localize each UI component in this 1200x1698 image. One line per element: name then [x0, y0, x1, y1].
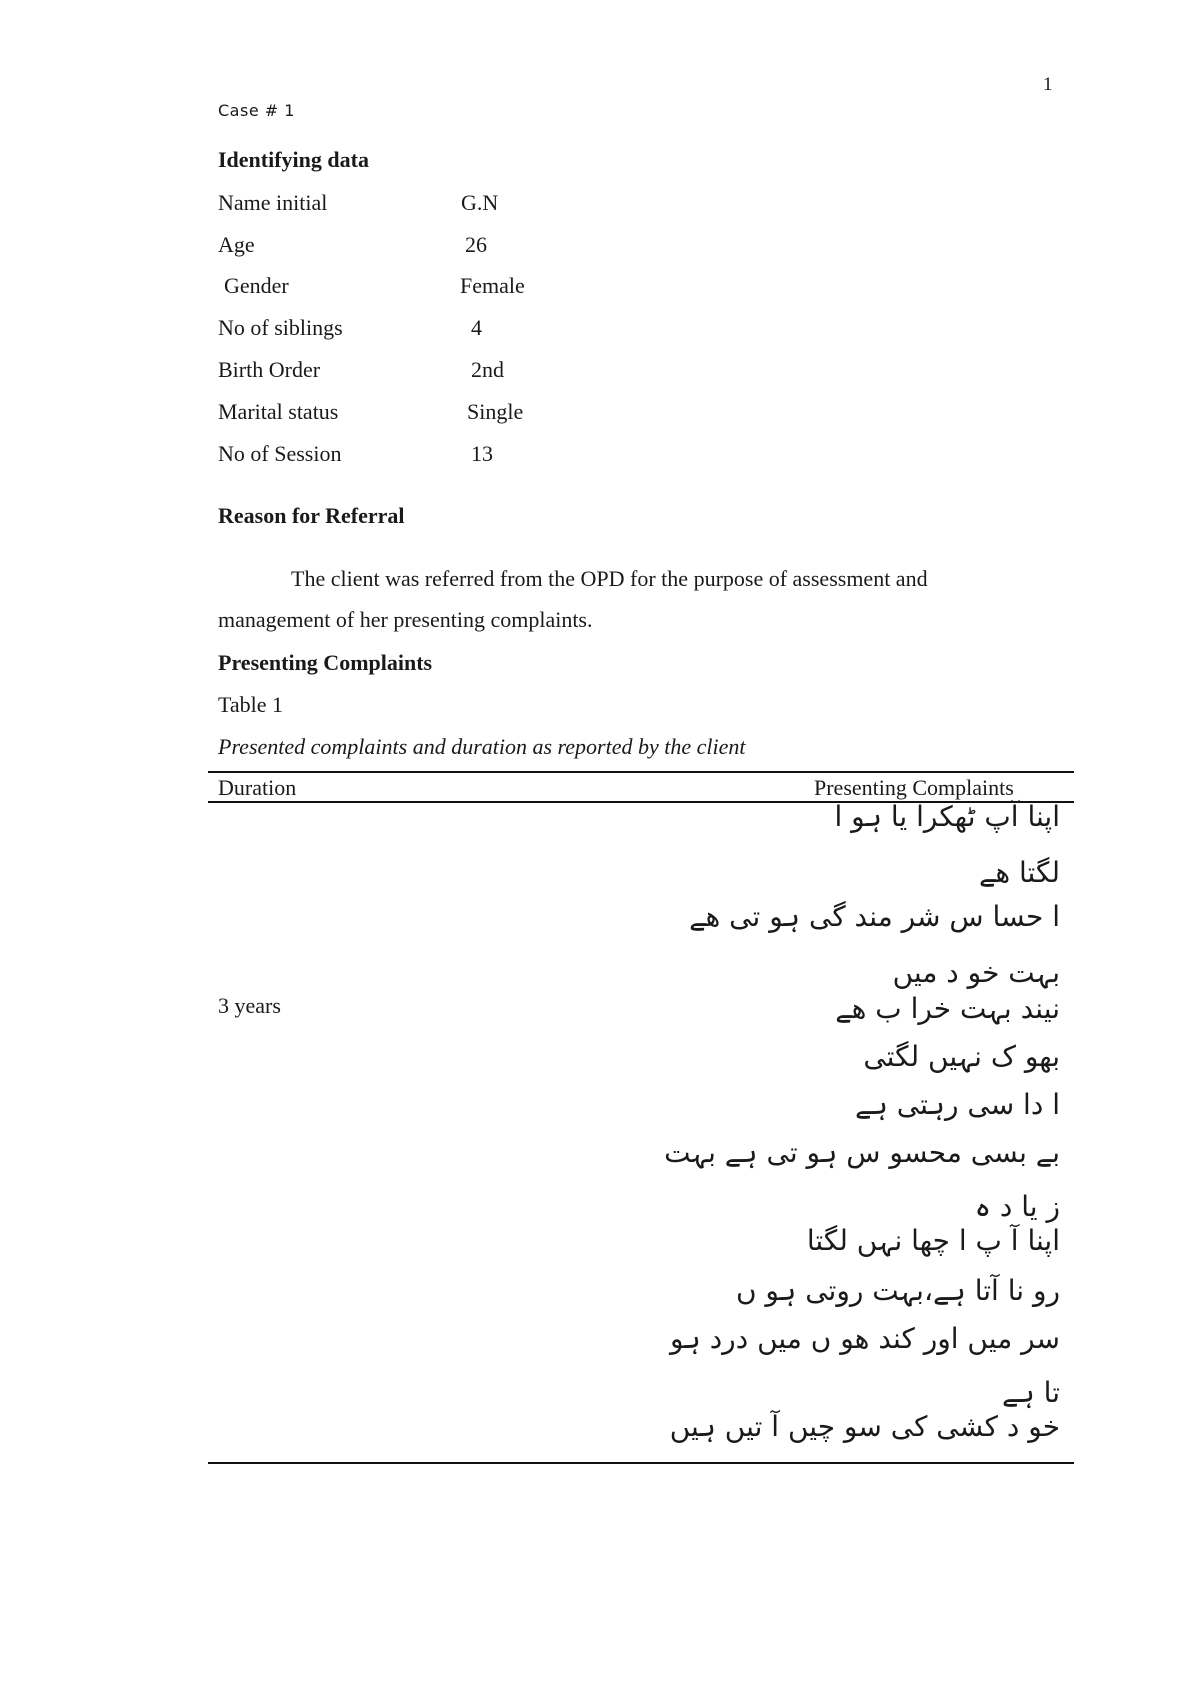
siblings-label: No of siblings	[218, 315, 343, 340]
duration-cell: 3 years	[218, 993, 281, 1018]
page-number: 1	[1043, 74, 1053, 95]
sessions-value: 13	[471, 441, 493, 466]
table-top-rule	[208, 771, 1074, 773]
birth-order-label: Birth Order	[218, 357, 321, 382]
duration-column-header: Duration	[218, 775, 297, 800]
table-title: Presented complaints and duration as reported by the client	[218, 734, 746, 759]
gender-label: Gender	[224, 273, 289, 298]
complaint-line: اپنا آپ ٹھکرا یا ہو ا	[834, 800, 1060, 833]
age-label: Age	[218, 232, 255, 257]
sessions-label: No of Session	[218, 441, 342, 466]
complaint-line: نیند بہت خرا ب ھے	[835, 992, 1060, 1025]
complaint-line: لگتا ھے	[978, 856, 1060, 889]
complaint-line: رو نا آتا ہے،بہت روتی ہو ں	[735, 1274, 1060, 1307]
complaint-line: بہت خو د میں	[892, 956, 1060, 989]
marital-status-value: Single	[467, 399, 524, 424]
name-initial-label: Name initial	[218, 190, 328, 215]
complaint-line: ا دا سی رہتی ہے	[855, 1088, 1060, 1121]
complaint-line: تا ہے	[1001, 1376, 1060, 1409]
siblings-value: 4	[471, 315, 482, 340]
complaint-line: خو د کشی کی سو چیں آ تیں ہیں	[669, 1410, 1060, 1443]
complaints-column-header: Presenting Complaints	[814, 775, 1014, 800]
complaint-line: ز یا د ہ	[974, 1190, 1060, 1223]
age-value: 26	[465, 232, 487, 257]
table-label: Table 1	[218, 692, 284, 717]
birth-order-value: 2nd	[471, 357, 504, 382]
referral-heading: Reason for Referral	[218, 503, 405, 528]
name-initial-value: G.N	[461, 190, 499, 215]
complaint-line: بھو ک نہیں لگتی	[863, 1040, 1060, 1073]
complaint-line: ا حسا س شر مند گی ہو تی ھے	[689, 900, 1060, 933]
identifying-data-heading: Identifying data	[218, 147, 369, 172]
case-title: Case # 1	[218, 101, 295, 120]
complaint-line: بے بسی محسو س ہو تی ہے بہت	[664, 1136, 1060, 1169]
complaints-heading: Presenting Complaints	[218, 650, 433, 675]
table-bottom-rule	[208, 1462, 1074, 1464]
complaint-line: سر میں اور کند ھو ں میں درد ہو	[669, 1322, 1060, 1355]
complaint-line: اپنا آ پ ا چھا نہں لگتا	[806, 1224, 1060, 1257]
referral-text-line-2: management of her presenting complaints.	[218, 607, 593, 632]
gender-value: Female	[460, 273, 525, 298]
marital-status-label: Marital status	[218, 399, 339, 424]
referral-text-line-1: The client was referred from the OPD for the purpose of assessment and	[291, 566, 928, 591]
